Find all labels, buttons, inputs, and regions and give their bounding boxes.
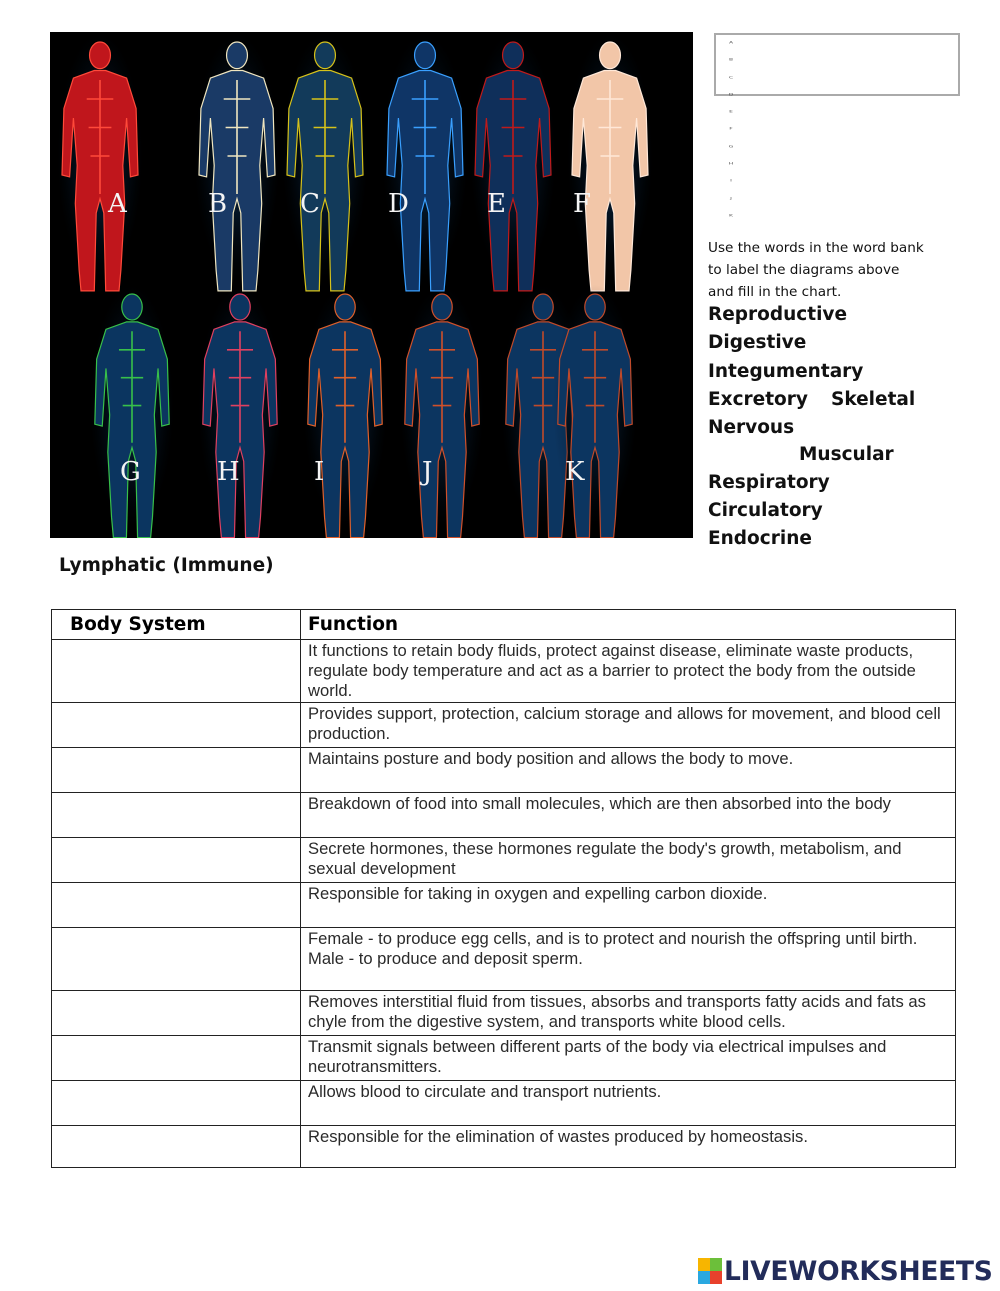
answer-cell[interactable] [52,928,301,991]
figure-letter-label: J [422,457,433,487]
figure-letter-label: F [573,189,592,219]
table-row [52,928,956,991]
instructions-text: Use the words in the word bank to label the diagrams above and fill in the chart. [708,240,924,300]
function-cell: Secrete hormones, these hormones regulate the body's growth, metabolism, and sexual development [301,838,956,883]
figure-letter-label: H [217,457,240,487]
header-function: Function [301,610,956,640]
diagram-label-answer-box[interactable] [714,33,960,96]
answer-cell[interactable] [52,838,301,883]
word-bank-digestive: Digestive [708,332,807,353]
word-bank-excretory: Excretory [708,389,808,410]
answer-cell[interactable] [52,1126,301,1168]
table-row [52,1081,956,1126]
function-female-text: Female - to produce egg cells, and is to protect and nourish the offspring until birth. [308,929,918,948]
label-box-letter: I [730,178,732,184]
function-male-text: Male - to produce and deposit sperm. [308,949,583,968]
word-bank-nervous: Nervous [708,417,795,438]
function-cell: It functions to retain body fluids, protect against disease, eliminate waste products, regulate body temperature and act as a barrier to protect the body from the outside world. [301,640,956,703]
figure-letter-label: C [300,189,320,219]
table-row [52,991,956,1036]
function-cell: Removes interstitial fluid from tissues, absorbs and transports fatty acids and fats as chyle from the digestive system, and transports white blood cells. [301,991,956,1036]
brand-name: LIVEWORKSHEETS [724,1255,993,1287]
label-box-letter: K [729,213,733,218]
label-box-letter: F [729,126,733,132]
answer-cell[interactable] [52,703,301,748]
answer-cell[interactable] [52,640,301,703]
word-bank-circulatory: Circulatory [708,500,823,521]
function-cell [301,928,956,991]
word-bank-reproductive: Reproductive [708,304,848,325]
figure-letter-label: A [108,189,127,219]
label-box-letter: J [730,196,732,201]
header-body-system: Body System [52,610,301,640]
function-cell: Breakdown of food into small molecules, which are then absorbed into the body [301,793,956,838]
table-row [52,1126,956,1168]
label-box-letter: C [728,75,734,80]
function-cell: Responsible for the elimination of wastes produced by homeostasis. [301,1126,956,1168]
function-cell: Allows blood to circulate and transport nutrients. [301,1081,956,1126]
label-box-letter: H [728,161,734,166]
table-row [52,793,956,838]
body-system-chart [51,609,956,1168]
answer-cell[interactable] [52,748,301,793]
word-bank-endocrine: Endocrine [708,528,812,549]
label-box-letter-list [724,34,738,224]
figure-letter-label: D [388,189,409,219]
table-row [52,703,956,748]
function-cell: Responsible for taking in oxygen and expelling carbon dioxide. [301,883,956,928]
function-cell: Maintains posture and body position and allows the body to move. [301,748,956,793]
table-row [52,640,956,703]
word-bank-skeletal: Skeletal [831,389,916,410]
figure-letter-label: I [314,457,325,487]
label-box-letter: A [728,40,734,45]
table-row [52,1036,956,1081]
chart-header-row [52,610,956,640]
body-systems-diagram [50,32,693,538]
label-box-letter: G [728,144,734,149]
label-box-letter: B [728,57,734,62]
table-row [52,883,956,928]
answer-cell[interactable] [52,793,301,838]
figure-letter-label: E [487,189,506,219]
liveworksheets-logo-icon [698,1258,722,1284]
function-cell: Provides support, protection, calcium storage and allows for movement, and blood cell production. [301,703,956,748]
word-bank-integumentary: Integumentary [708,361,864,382]
liveworksheets-brand [698,1255,993,1287]
figure-letter-label: G [120,457,141,487]
label-box-letter: E [729,109,733,114]
word-bank-lymphatic: Lymphatic (Immune) [59,555,274,576]
answer-cell[interactable] [52,1036,301,1081]
table-row [52,748,956,793]
answer-cell[interactable] [52,1081,301,1126]
word-bank-muscular: Muscular [799,444,894,465]
table-row [52,838,956,883]
function-cell: Transmit signals between different parts of the body via electrical impulses and neurotransmitters. [301,1036,956,1081]
answer-cell[interactable] [52,991,301,1036]
answer-cell[interactable] [52,883,301,928]
figure-letter-label: B [208,189,228,219]
label-box-letter: D [728,92,734,97]
figure-letter-label: K [565,457,585,487]
word-bank-respiratory: Respiratory [708,472,830,493]
